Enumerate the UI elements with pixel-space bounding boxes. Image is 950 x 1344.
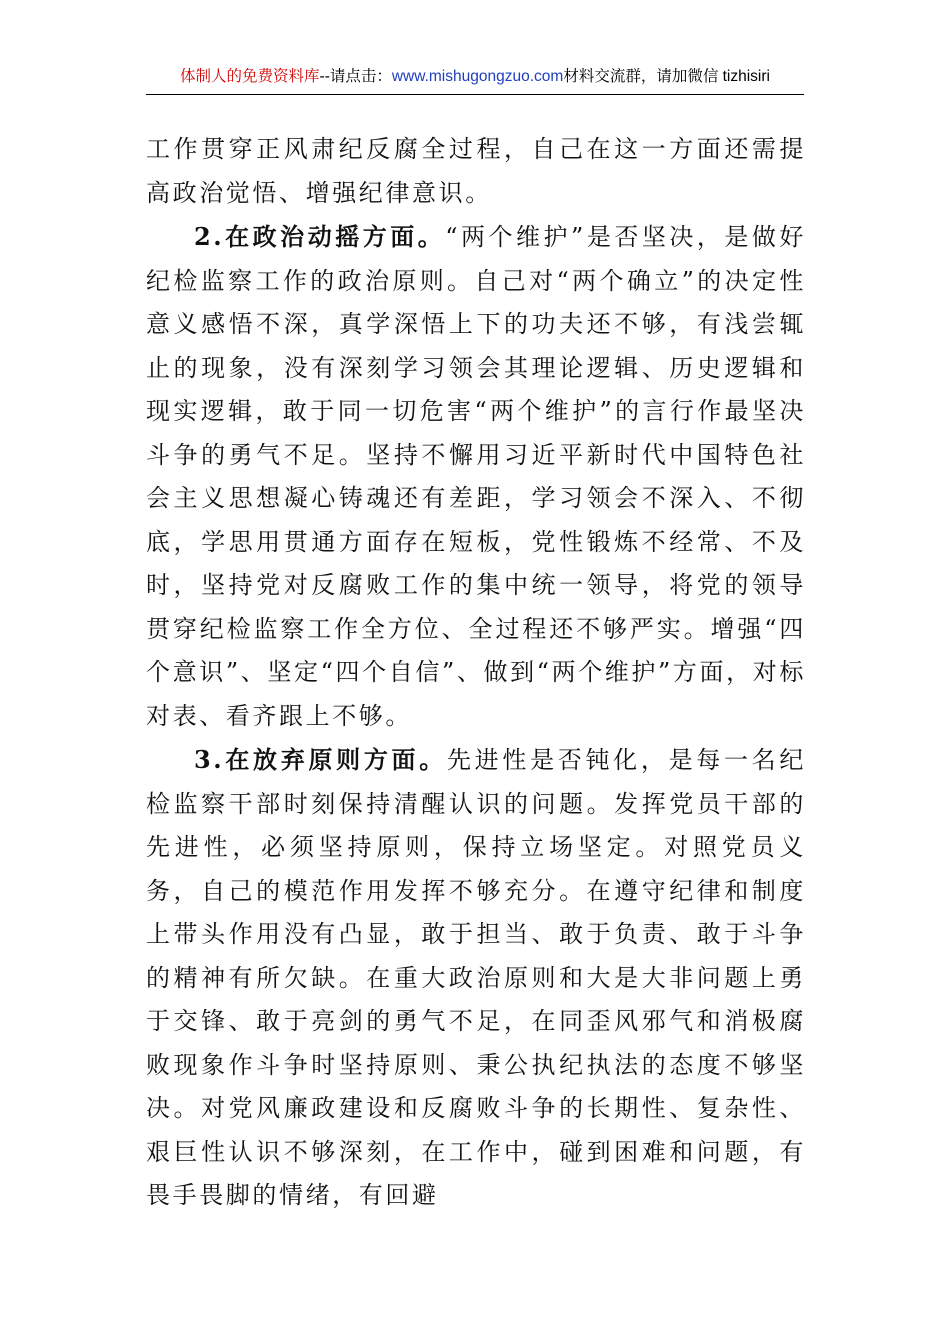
paragraph-1 (146, 128, 806, 215)
header-brand: 体制人的免费资料库 (180, 68, 320, 85)
paragraph-3-heading: 3.在放弃原则方面。 (194, 745, 447, 774)
paragraph-2 (146, 215, 806, 738)
page-header (146, 62, 804, 95)
header-prompt: --请点击： (319, 68, 392, 85)
paragraph-3-text: 先进性是否钝化，是每一名纪检监察干部时刻保持清醒认识的问题。发挥党员干部的先进性，必须坚持原则，保持立场坚定。对照党员义务，自己的模范作用发挥不够充分。在遵守纪律和制度上带头作用没有凸显，敢于担当、敢于负责、敢于斗争的精神有所欠缺。在重大政治原则和大是大非问题上勇于交锋、敢于亮剑的勇气不足，在同歪风邪气和消极腐败现象作斗争时坚持原则、秉公执纪执法的态度不够坚决。对党风廉政建设和反腐败斗争的长期性、复杂性、艰巨性认识不够深刻，在工作中，碰到困难和问题，有畏手畏脚的情绪，有回避 (146, 746, 806, 1209)
header-tail: 材料交流群，请加微信 tizhisiri (563, 68, 770, 85)
document-body (146, 128, 806, 1218)
paragraph-1-text: 工作贯穿正风肃纪反腐全过程，自己在这一方面还需提高政治觉悟、增强纪律意识。 (146, 135, 806, 207)
paragraph-2-heading: 2.在政治动摇方面。 (194, 222, 446, 251)
header-url-link[interactable]: www.mishugongzuo.com (391, 68, 564, 85)
paragraph-2-text: “两个维护”是否坚决，是做好纪检监察工作的政治原则。自己对“两个确立”的决定性意义感悟不深，真学深悟上下的功夫还不够，有浅尝辄止的现象，没有深刻学习领会其理论逻辑、历史逻辑和现实逻辑，敢于同一切危害“两个维护”的言行作最坚决斗争的勇气不足。坚持不懈用习近平新时代中国特色社会主义思想凝心铸魂还有差距，学习领会不深入、不彻底，学思用贯通方面存在短板，党性锻炼不经常、不及时，坚持党对反腐败工作的集中统一领导，将党的领导贯穿纪检监察工作全方位、全过程还不够严实。增强“四个意识”、坚定“四个自信”、做到“两个维护”方面，对标对表、看齐跟上不够。 (146, 223, 806, 730)
paragraph-3 (146, 738, 806, 1218)
